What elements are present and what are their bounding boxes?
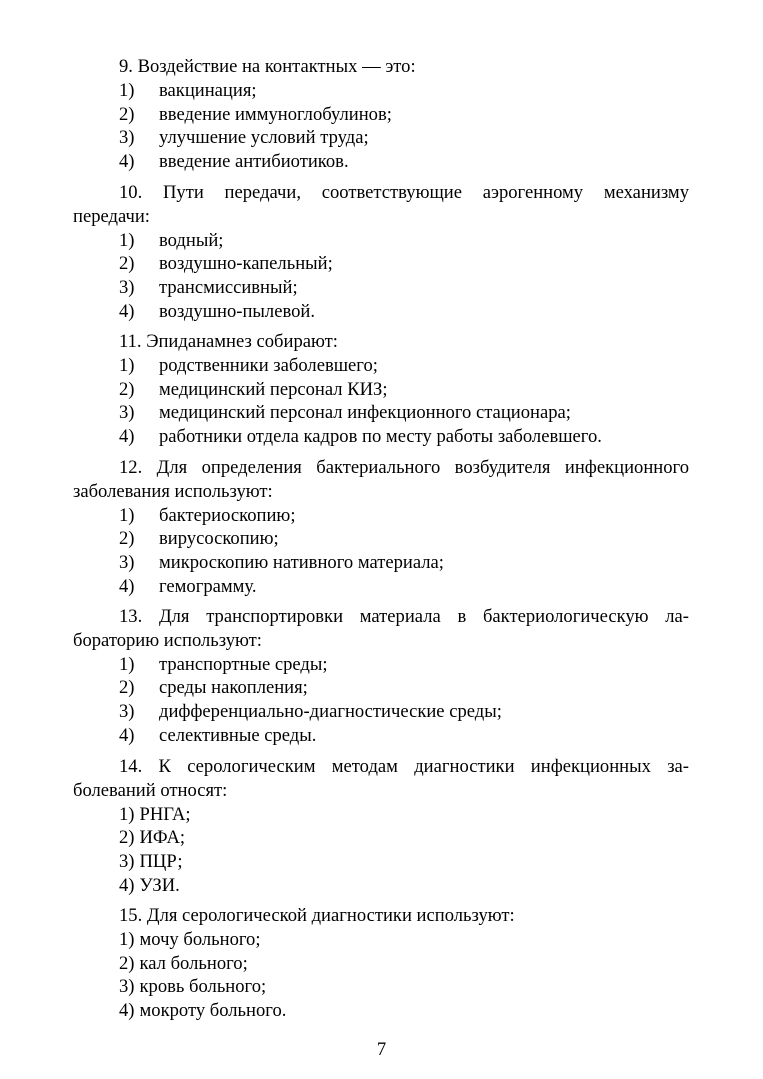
option-number: 4) bbox=[119, 874, 135, 896]
option-text: селективные среды. bbox=[159, 724, 317, 746]
answer-option bbox=[119, 425, 689, 449]
option-number: 3) bbox=[119, 851, 135, 873]
question-12 bbox=[73, 456, 689, 599]
answer-option bbox=[119, 354, 689, 378]
question-text: 15. Для серологической диагностики используют: bbox=[119, 905, 515, 926]
answer-option bbox=[119, 126, 689, 150]
option-text: микроскопию нативного материала; bbox=[159, 552, 444, 574]
option-number: 1) bbox=[119, 653, 135, 675]
answer-option bbox=[119, 700, 689, 724]
answer-option bbox=[119, 653, 689, 677]
option-number: 4) bbox=[119, 1000, 135, 1022]
answer-option bbox=[119, 850, 689, 874]
option-number: 1) bbox=[119, 803, 135, 825]
answer-options bbox=[73, 79, 689, 174]
option-text: водный; bbox=[159, 229, 224, 251]
option-number: 4) bbox=[119, 300, 135, 322]
question-text: 11. Эпиданамнез собирают: bbox=[119, 331, 338, 352]
option-text: ИФА; bbox=[139, 827, 186, 849]
answer-options bbox=[73, 653, 689, 748]
option-number: 2) bbox=[119, 253, 135, 275]
option-text: вирусоскопию; bbox=[159, 528, 279, 550]
question-text: 12. Для определения бактериального возбудителя инфекционного заболевания используют: bbox=[73, 457, 689, 502]
answer-option bbox=[119, 79, 689, 103]
option-text: кровь больного; bbox=[139, 976, 267, 998]
option-text: воздушно-пылевой. bbox=[159, 300, 315, 322]
answer-option bbox=[119, 300, 689, 324]
option-text: среды накопления; bbox=[159, 677, 308, 699]
option-number: 1) bbox=[119, 504, 135, 526]
option-number: 3) bbox=[119, 402, 135, 424]
option-text: родственники заболевшего; bbox=[159, 354, 378, 376]
option-number: 3) bbox=[119, 277, 135, 299]
question-9 bbox=[73, 55, 689, 174]
answer-option bbox=[119, 378, 689, 402]
option-number: 3) bbox=[119, 127, 135, 149]
answer-option bbox=[119, 999, 689, 1023]
option-number: 1) bbox=[119, 354, 135, 376]
question-13 bbox=[73, 605, 689, 748]
option-text: медицинский персонал инфекционного стационара; bbox=[159, 402, 571, 424]
question-text: 13. Для транспортировки материала в бактериологическую лабораторию используют: bbox=[73, 606, 689, 651]
option-text: ПЦР; bbox=[139, 851, 183, 873]
answer-option bbox=[119, 928, 689, 952]
option-text: вакцинация; bbox=[159, 79, 257, 101]
option-number: 4) bbox=[119, 724, 135, 746]
answer-option bbox=[119, 252, 689, 276]
option-number: 1) bbox=[119, 928, 135, 950]
option-number: 2) bbox=[119, 952, 135, 974]
question-14 bbox=[73, 755, 689, 898]
question-10 bbox=[73, 181, 689, 324]
option-text: работники отдела кадров по месту работы заболевшего. bbox=[159, 426, 602, 448]
option-number: 2) bbox=[119, 378, 135, 400]
answer-option bbox=[119, 575, 689, 599]
option-number: 3) bbox=[119, 701, 135, 723]
option-text: гемограмму. bbox=[159, 575, 257, 597]
question-15 bbox=[73, 904, 689, 1023]
option-text: введение антибиотиков. bbox=[159, 151, 349, 173]
option-number: 2) bbox=[119, 827, 135, 849]
option-number: 4) bbox=[119, 151, 135, 173]
option-text: введение иммуноглобулинов; bbox=[159, 103, 392, 125]
option-number: 4) bbox=[119, 575, 135, 597]
option-text: трансмиссивный; bbox=[159, 277, 298, 299]
page-number: 7 bbox=[376, 1039, 387, 1060]
option-number: 3) bbox=[119, 552, 135, 574]
answer-option bbox=[119, 551, 689, 575]
answer-option bbox=[119, 975, 689, 999]
option-text: РНГА; bbox=[139, 803, 191, 825]
answer-option bbox=[119, 724, 689, 748]
option-text: медицинский персонал КИЗ; bbox=[159, 378, 388, 400]
option-number: 1) bbox=[119, 229, 135, 251]
option-number: 3) bbox=[119, 976, 135, 998]
question-11 bbox=[73, 330, 689, 449]
option-text: мочу больного; bbox=[139, 928, 261, 950]
option-number: 2) bbox=[119, 103, 135, 125]
answer-option bbox=[119, 103, 689, 127]
answer-options bbox=[73, 354, 689, 449]
option-number: 2) bbox=[119, 677, 135, 699]
option-text: воздушно-капельный; bbox=[159, 253, 333, 275]
option-number: 1) bbox=[119, 79, 135, 101]
answer-options bbox=[73, 803, 689, 898]
option-text: УЗИ. bbox=[139, 874, 180, 896]
answer-option bbox=[119, 504, 689, 528]
answer-option bbox=[119, 150, 689, 174]
answer-options bbox=[73, 229, 689, 324]
answer-option bbox=[119, 401, 689, 425]
option-text: бактериоскопию; bbox=[159, 504, 296, 526]
answer-option bbox=[119, 826, 689, 850]
question-text: 9. Воздействие на контактных — это: bbox=[119, 56, 416, 77]
answer-option bbox=[119, 229, 689, 253]
option-text: транспортные среды; bbox=[159, 653, 328, 675]
answer-options bbox=[73, 928, 689, 1023]
answer-option bbox=[119, 276, 689, 300]
option-text: дифференциально-диагностические среды; bbox=[159, 701, 502, 723]
option-text: улучшение условий труда; bbox=[159, 127, 369, 149]
answer-option bbox=[119, 874, 689, 898]
question-text: 10. Пути передачи, соответствующие аэрогенному механизму передачи: bbox=[73, 182, 689, 227]
answer-options bbox=[73, 504, 689, 599]
answer-option bbox=[119, 676, 689, 700]
answer-option bbox=[119, 952, 689, 976]
answer-option bbox=[119, 803, 689, 827]
option-number: 2) bbox=[119, 528, 135, 550]
answer-option bbox=[119, 527, 689, 551]
option-text: кал больного; bbox=[139, 952, 248, 974]
option-number: 4) bbox=[119, 426, 135, 448]
question-text: 14. К серологическим методам диагностики инфекционных заболеваний относят: bbox=[73, 756, 689, 801]
option-text: мокроту больного. bbox=[139, 1000, 287, 1022]
